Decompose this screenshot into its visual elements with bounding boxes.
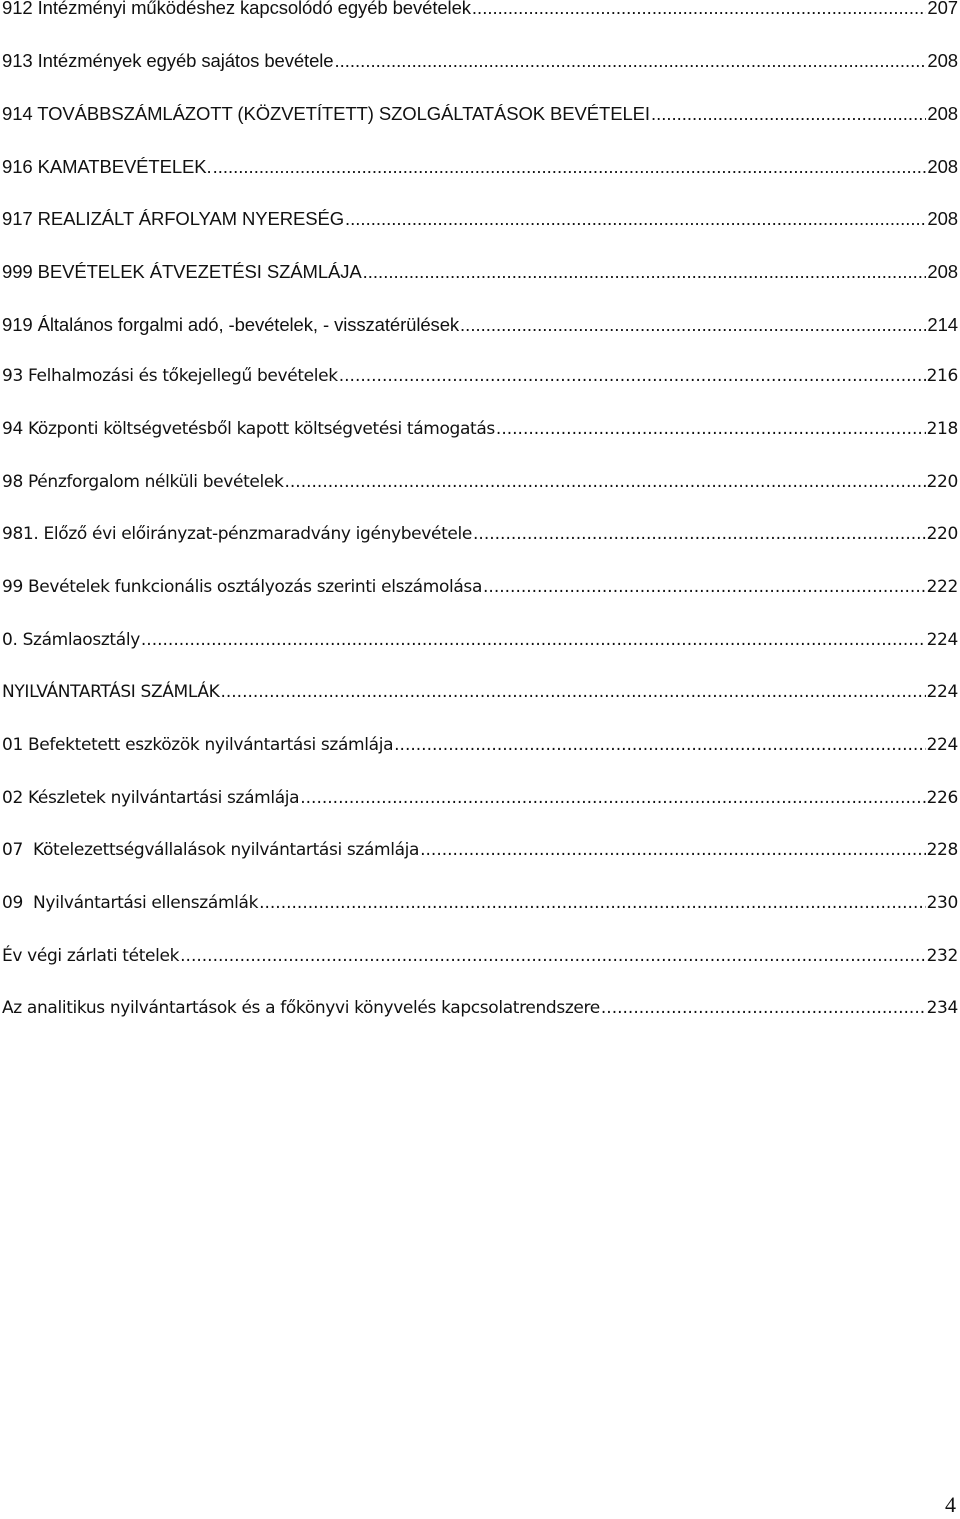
toc-entry[interactable] xyxy=(2,840,958,870)
toc-entry-label: NYILVÁNTARTÁSI SZÁMLÁK xyxy=(2,682,220,702)
toc-entry-label: 912 Intézményi működéshez kapcsolódó egyéb bevételek xyxy=(2,0,471,18)
toc-dot-leader xyxy=(213,156,927,178)
toc-dot-leader xyxy=(180,946,925,966)
toc-entry-page: 208 xyxy=(927,208,958,229)
toc-entry[interactable] xyxy=(2,630,958,660)
toc-entry-label: Az analitikus nyilvántartások és a főkönyvi könyvelés kapcsolatrendszere xyxy=(2,998,600,1018)
toc-entry-label: 913 Intézmények egyéb sajátos bevétele xyxy=(2,50,334,71)
toc-entry-page: 208 xyxy=(927,103,958,124)
toc-dot-leader xyxy=(496,419,926,439)
toc-entry[interactable] xyxy=(2,524,958,554)
toc-entry-page: 228 xyxy=(926,840,958,860)
toc-dot-leader xyxy=(300,788,925,808)
toc-entry-page: 220 xyxy=(926,472,958,492)
toc-entry[interactable] xyxy=(2,577,958,607)
toc-entry-page: 224 xyxy=(926,735,958,755)
toc-dot-leader xyxy=(220,682,925,702)
toc-entry-page: 216 xyxy=(926,366,958,386)
toc-dot-leader xyxy=(394,735,925,755)
toc-dot-leader xyxy=(460,314,926,336)
toc-entry[interactable] xyxy=(2,261,958,291)
toc-entry[interactable] xyxy=(2,998,958,1028)
toc-dot-leader xyxy=(141,630,926,650)
toc-entry-label: 02 Készletek nyilvántartási számlája xyxy=(2,788,300,808)
toc-entry-page: 208 xyxy=(927,261,958,282)
toc-dot-leader xyxy=(420,840,925,860)
toc-dot-leader xyxy=(483,577,926,597)
toc-entry[interactable] xyxy=(2,946,958,976)
toc-entry-label: 09 Nyilvántartási ellenszámlák xyxy=(2,893,259,913)
toc-entry-page: 224 xyxy=(926,630,958,650)
toc-entry-label: 07 Kötelezettségvállalások nyilvántartási számlája xyxy=(2,840,420,860)
toc-entry[interactable] xyxy=(2,472,958,502)
toc-entry-page: 208 xyxy=(927,50,958,71)
toc-entry[interactable] xyxy=(2,893,958,923)
toc-entry[interactable] xyxy=(2,156,958,186)
toc-entry[interactable] xyxy=(2,103,958,133)
toc-entry-page: 234 xyxy=(926,998,958,1018)
page-number: 4 xyxy=(945,1492,956,1517)
toc-dot-leader xyxy=(473,524,926,544)
toc-entry-page: 208 xyxy=(927,156,958,177)
toc-entry-label: Év végi zárlati tételek xyxy=(2,946,180,966)
toc-entry[interactable] xyxy=(2,314,958,344)
toc-entry-label: 01 Befektetett eszközök nyilvántartási számlája xyxy=(2,735,394,755)
toc-entry-label: 917 REALIZÁLT ÁRFOLYAM NYERESÉG xyxy=(2,208,345,229)
toc-entry-page: 224 xyxy=(926,682,958,702)
toc-entry[interactable] xyxy=(2,0,958,27)
toc-dot-leader xyxy=(345,208,926,230)
toc-dot-leader xyxy=(285,472,926,492)
toc-entry-label: 99 Bevételek funkcionális osztályozás szerinti elszámolása xyxy=(2,577,483,597)
toc-dot-leader xyxy=(363,261,927,283)
toc-entry-page: 207 xyxy=(927,0,958,18)
toc-entry-page: 230 xyxy=(926,893,958,913)
toc-entry-label: 0. Számlaosztály xyxy=(2,630,140,650)
toc-dot-leader xyxy=(334,50,926,72)
toc-entry[interactable] xyxy=(2,419,958,449)
toc-entry[interactable] xyxy=(2,735,958,765)
toc-entry-label: 98 Pénzforgalom nélküli bevételek xyxy=(2,472,284,492)
toc-entry-label: 981. Előző évi előirányzat-pénzmaradvány igénybevétele xyxy=(2,524,473,544)
toc-entry-page: 220 xyxy=(926,524,958,544)
toc-entry-label: 919 Általános forgalmi adó, -bevételek, - visszatérülések xyxy=(2,314,460,335)
toc-entry-page: 226 xyxy=(926,788,958,808)
toc-entry[interactable] xyxy=(2,50,958,80)
toc-dot-leader xyxy=(651,103,926,125)
toc-dot-leader xyxy=(259,893,926,913)
toc-entry-page: 232 xyxy=(926,946,958,966)
toc-entry-label: 93 Felhalmozási és tőkejellegű bevételek xyxy=(2,366,338,386)
toc-dot-leader xyxy=(601,998,926,1018)
toc-entry-label: 999 BEVÉTELEK ÁTVEZETÉSI SZÁMLÁJA xyxy=(2,261,362,282)
toc-entry[interactable] xyxy=(2,682,958,712)
toc-entry[interactable] xyxy=(2,208,958,238)
toc-entry-page: 214 xyxy=(927,314,958,335)
toc-entry-label: 916 KAMATBEVÉTELEK. xyxy=(2,156,212,177)
toc-dot-leader xyxy=(339,366,926,386)
toc-entry-label: 914 TOVÁBBSZÁMLÁZOTT (KÖZVETÍTETT) SZOLGÁLTATÁSOK BEVÉTELEI xyxy=(2,103,650,124)
toc-entry[interactable] xyxy=(2,788,958,818)
toc-entry-page: 218 xyxy=(926,419,958,439)
toc-entry-label: 94 Központi költségvetésből kapott költségvetési támogatás xyxy=(2,419,495,439)
toc-dot-leader xyxy=(472,0,927,19)
toc-entry[interactable] xyxy=(2,366,958,396)
toc-entry-page: 222 xyxy=(926,577,958,597)
